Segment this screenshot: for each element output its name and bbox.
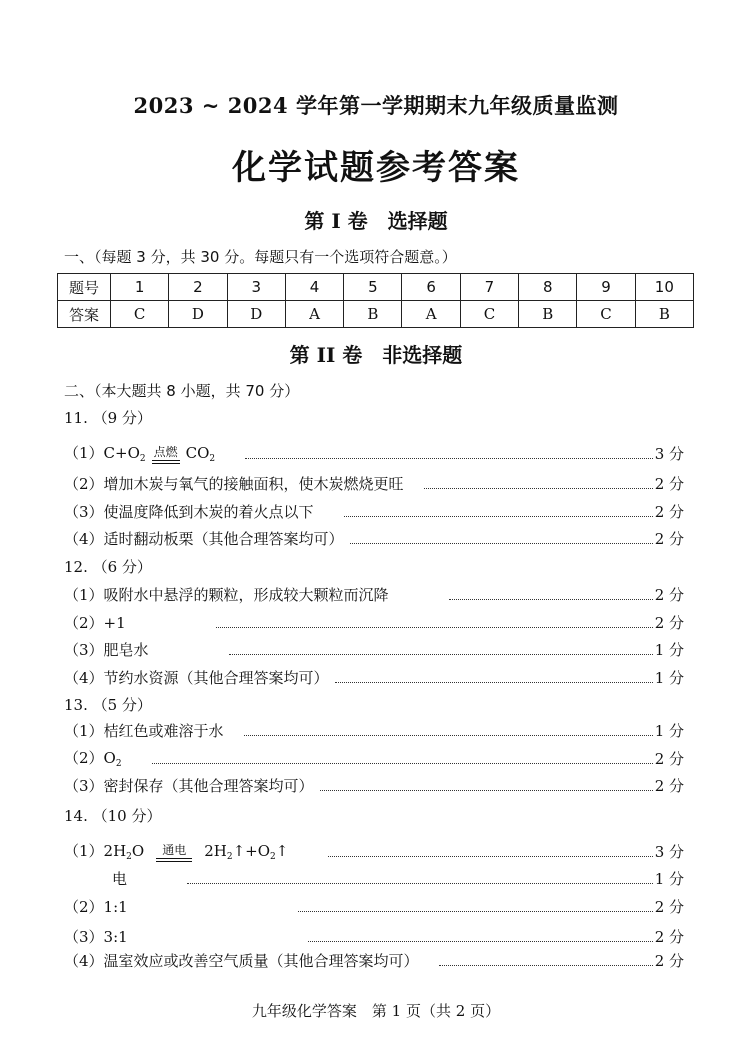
q13-heading: 13. （5 分）	[64, 696, 152, 714]
answer-text: （1）吸附水中悬浮的颗粒，形成较大颗粒而沉降	[64, 586, 389, 604]
q12-answer-1	[64, 581, 684, 605]
subscript: 2	[226, 852, 233, 862]
part2-instruction: 二、（本大题共 8 小题，共 70 分）	[64, 382, 300, 400]
table-cell-answer: C	[111, 301, 169, 328]
condition-label: 通电	[156, 844, 192, 859]
eq-product: 2H	[204, 842, 227, 860]
answer-text: （3）肥皂水	[64, 641, 149, 659]
table-cell-answer: D	[169, 301, 227, 328]
reaction-condition	[156, 844, 192, 862]
eq-reactant: （1）2H	[64, 842, 127, 860]
answer-text: （3）密封保存（其他合理答案均可）	[64, 777, 314, 795]
score: 2 分	[654, 898, 684, 916]
answer-text: （4）适时翻动板栗（其他合理答案均可）	[64, 530, 344, 548]
subscript: 2	[270, 852, 276, 862]
q13-answer-2	[64, 745, 684, 769]
exam-title: 2023 ~ 2024 学年第一学期期末九年级质量监测	[133, 93, 619, 118]
score: 2 分	[654, 503, 684, 521]
q14-answer-1	[64, 838, 684, 862]
score: 2 分	[654, 750, 684, 768]
answer-text: （2）增加木炭与氧气的接触面积，使木炭燃烧更旺	[64, 475, 404, 493]
table-cell-number: 7	[460, 274, 518, 301]
eq-reactant: O	[131, 842, 145, 860]
subscript: 2	[115, 759, 122, 769]
table-cell-number: 3	[227, 274, 285, 301]
row-label-answer: 答案	[58, 301, 111, 328]
leader-dots	[344, 515, 653, 517]
table-cell-answer: C	[577, 301, 635, 328]
score: 3 分	[654, 843, 684, 861]
subscript: 2	[139, 454, 146, 464]
score: 2 分	[654, 586, 684, 604]
leader-dots	[350, 542, 653, 544]
leader-dots	[424, 487, 653, 489]
q11-answer-4	[64, 525, 684, 549]
condition-label: 点燃	[153, 445, 178, 459]
answer-text: （1）桔红色或难溶于水	[64, 722, 224, 740]
table-cell-number: 4	[285, 274, 343, 301]
score: 2 分	[654, 777, 684, 795]
eq-product: CO	[185, 444, 210, 462]
q11-answer-1	[64, 440, 684, 464]
table-row-answers	[58, 301, 694, 328]
leader-dots	[320, 789, 653, 791]
answer-text: 电	[112, 870, 128, 888]
leader-dots	[335, 681, 653, 683]
table-row-numbers	[58, 274, 694, 301]
leader-dots	[308, 940, 653, 942]
table-cell-answer: A	[285, 301, 343, 328]
q12-answer-2	[64, 609, 684, 633]
q11-answer-2	[64, 470, 684, 494]
table-cell-number: 5	[344, 274, 402, 301]
leader-dots	[439, 964, 653, 966]
table-cell-number: 8	[519, 274, 577, 301]
q11-answer-3	[64, 498, 684, 522]
eq-product: ↑+O	[232, 842, 271, 860]
q12-answer-3	[64, 636, 684, 660]
leader-dots	[187, 882, 653, 884]
q12-answer-4	[64, 664, 684, 688]
row-label-number: 题号	[58, 274, 111, 301]
table-cell-answer: B	[635, 301, 693, 328]
part1-instruction: 一、（每题 3 分，共 30 分。每题只有一个选项符合题意。）	[64, 248, 457, 266]
answer-text: （3）3:1	[64, 928, 128, 946]
score: 1 分	[654, 870, 684, 888]
score: 3 分	[654, 445, 684, 463]
score: 1 分	[654, 641, 684, 659]
table-cell-answer: D	[227, 301, 285, 328]
page-footer: 九年级化学答案 第 1 页（共 2 页）	[251, 1002, 501, 1020]
q13-answer-1	[64, 717, 684, 741]
score: 1 分	[654, 669, 684, 687]
subscript: 2	[126, 852, 132, 862]
table-cell-number: 9	[577, 274, 635, 301]
score: 2 分	[654, 952, 684, 970]
answer-text: （2）1:1	[64, 898, 128, 916]
table-cell-number: 2	[169, 274, 227, 301]
q14-answer-2	[64, 893, 684, 917]
q13-answer-3	[64, 772, 684, 796]
q14-answer-1b	[64, 865, 684, 889]
q12-heading: 12. （6 分）	[64, 558, 152, 576]
table-cell-answer: B	[519, 301, 577, 328]
q14-answer-4	[64, 947, 684, 971]
leader-dots	[216, 626, 653, 628]
formula: （2）O	[64, 749, 116, 767]
leader-dots	[449, 598, 653, 600]
q14-answer-3	[64, 923, 684, 947]
reaction-condition	[152, 446, 180, 464]
answer-text: （3）使温度降低到木炭的着火点以下	[64, 503, 314, 521]
answer-table	[57, 273, 694, 328]
q11-equation	[64, 442, 215, 464]
table-cell-number: 6	[402, 274, 460, 301]
answer-text: （2）+1	[64, 614, 126, 632]
leader-dots	[229, 653, 653, 655]
leader-dots	[152, 762, 653, 764]
q14-equation	[64, 840, 288, 862]
table-cell-answer: B	[344, 301, 402, 328]
table-cell-number: 10	[635, 274, 693, 301]
table-cell-answer: A	[402, 301, 460, 328]
score: 2 分	[654, 530, 684, 548]
q14-heading: 14. （10 分）	[64, 807, 162, 825]
leader-dots	[298, 910, 653, 912]
part2-title: 第 II 卷 非选择题	[289, 343, 463, 367]
answer-text	[64, 747, 122, 769]
part1-title: 第 I 卷 选择题	[304, 209, 448, 233]
table-cell-number: 1	[111, 274, 169, 301]
eq-reactants: （1）C+O	[64, 444, 140, 462]
leader-dots	[245, 457, 653, 459]
table-cell-answer: C	[460, 301, 518, 328]
score: 2 分	[654, 475, 684, 493]
leader-dots	[244, 734, 653, 736]
answer-text: （4）温室效应或改善空气质量（其他合理答案均可）	[64, 952, 419, 970]
q11-heading: 11. （9 分）	[64, 409, 152, 427]
answer-text: （4）节约水资源（其他合理答案均可）	[64, 669, 329, 687]
score: 2 分	[654, 614, 684, 632]
answer-key-title: 化学试题参考答案	[232, 148, 520, 188]
score: 2 分	[654, 928, 684, 946]
score: 1 分	[654, 722, 684, 740]
leader-dots	[328, 855, 652, 857]
subscript: 2	[209, 454, 216, 464]
eq-product: ↑	[275, 842, 289, 860]
